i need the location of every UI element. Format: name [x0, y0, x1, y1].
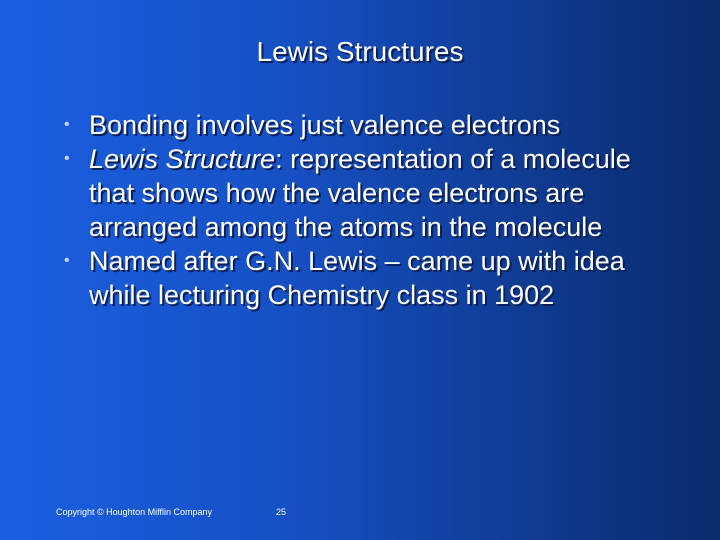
- bullet-text: Bonding involves just valence electrons: [89, 110, 561, 140]
- page-number: 25: [276, 507, 287, 517]
- bullet-icon: •: [64, 116, 70, 133]
- slide-title: Lewis Structures: [256, 36, 464, 67]
- bullet-icon: •: [64, 252, 70, 269]
- copyright-footer: Copyright © Houghton Mifflin Company: [56, 507, 213, 517]
- bullet-list: [0, 108, 720, 312]
- bullet-item: [0, 108, 720, 142]
- bullet-text: : representation of a molecule that shows how the valence electrons are arranged among the atoms in the molecule: [89, 144, 631, 242]
- bullet-item: [0, 142, 720, 244]
- bullet-icon: •: [64, 150, 70, 167]
- bullet-item: [0, 244, 720, 312]
- bullet-term: Lewis Structure: [89, 144, 276, 174]
- bullet-text: Named after G.N. Lewis – came up with idea while lecturing Chemistry class in 1902: [89, 246, 625, 310]
